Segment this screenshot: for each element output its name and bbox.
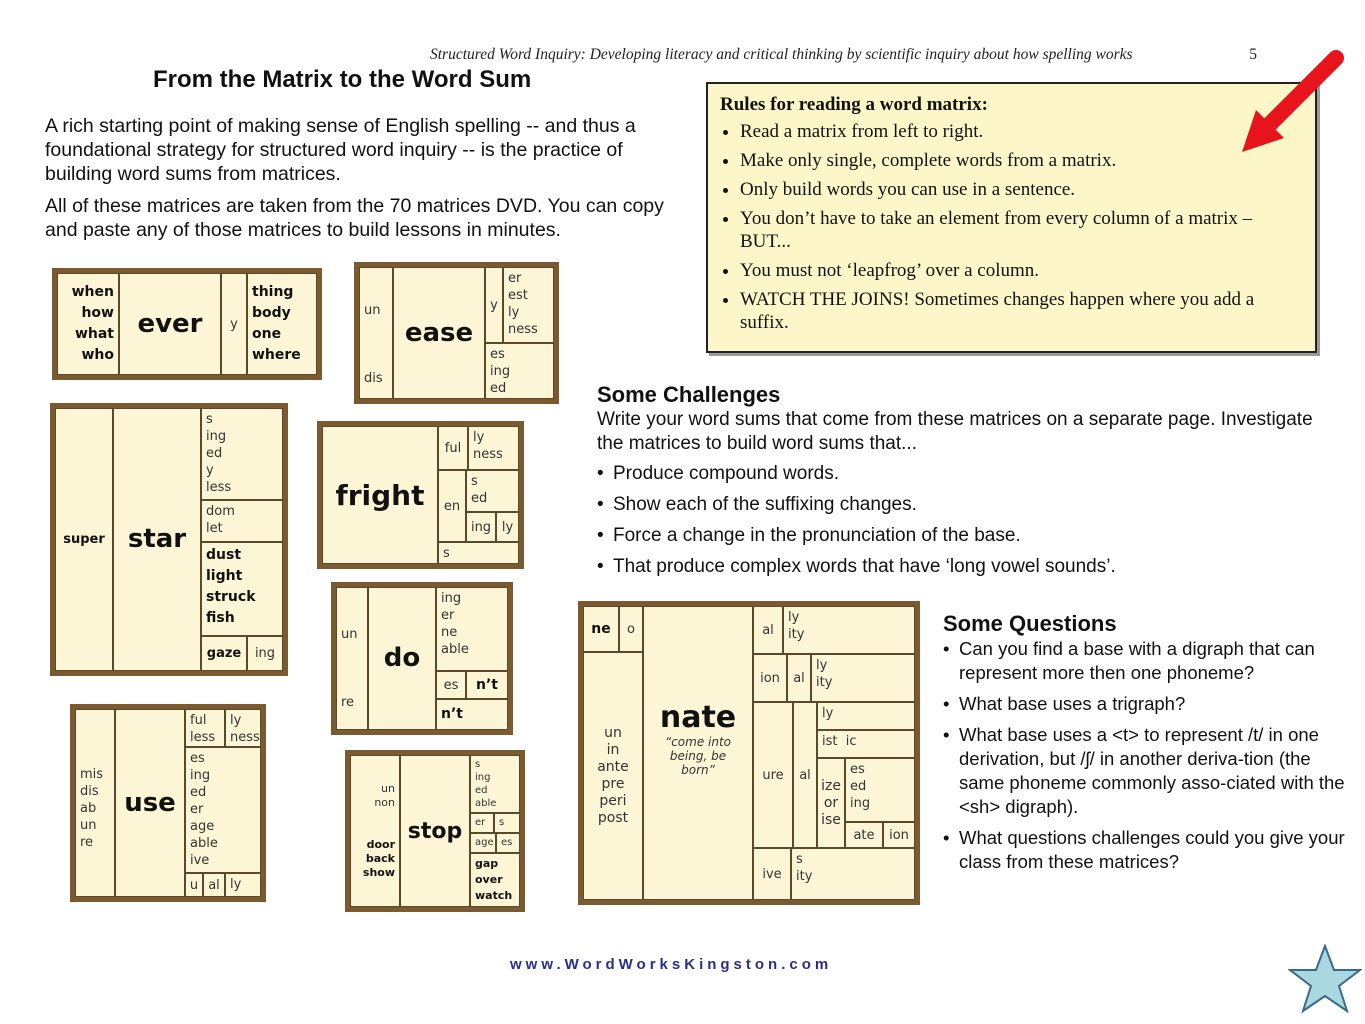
matrix-suffix-row — [817, 730, 915, 758]
matrix-suffixes: ing er ne able — [436, 587, 508, 671]
matrix-suffixes: s ed — [466, 470, 519, 512]
matrix-prefixes: when how what who — [57, 273, 119, 375]
matrix-suffixes: s ing ed able — [470, 755, 520, 813]
matrix-suffix: ic — [845, 734, 857, 749]
matrix-prefixes: un in ante pre peri post — [583, 652, 643, 900]
matrix-prefix: super — [55, 408, 113, 671]
challenges-section — [597, 382, 1317, 586]
matrix-suffix: s — [494, 813, 520, 833]
matrix-suffixes: ly ity — [783, 606, 915, 654]
matrix-prefixes: un non — [374, 782, 395, 809]
rule-item: • Make only single, complete words from a matrix. — [740, 149, 1303, 172]
running-title: Structured Word Inquiry: Developing literacy and critical thinking by scientific inquiry about how spelling works — [430, 46, 1133, 63]
matrix-ease — [354, 262, 559, 404]
matrix-suffix: es — [436, 671, 466, 699]
matrix-prefix: o — [619, 606, 643, 652]
matrix-suffixes: ful less — [185, 709, 225, 747]
page-number: 5 — [1249, 46, 1257, 63]
challenge-item: • Produce compound words. — [597, 462, 1317, 486]
challenges-list — [597, 462, 1317, 579]
matrix-suffixes: ly ness — [468, 426, 519, 470]
intro-paragraph-1: A rich starting point of making sense of English spelling -- and thus a foundational strategy for structured word inquiry -- is the practice of building word sums from matrices. — [45, 115, 636, 185]
challenges-heading: Some Challenges — [597, 382, 781, 407]
matrix-suffix: ion — [753, 654, 787, 702]
rule-item: • You must not ‘leapfrog’ over a column. — [740, 259, 1303, 282]
matrix-prefixes: un dis — [359, 267, 393, 399]
matrix-base: do — [368, 587, 436, 730]
questions-section — [943, 611, 1353, 881]
matrix-suffix: ion — [883, 822, 915, 848]
red-arrow-icon — [1236, 48, 1346, 158]
matrix-suffix: age — [470, 833, 496, 853]
matrix-suffix: ing — [247, 636, 283, 671]
matrix-suffixes: dust light struck fish — [201, 542, 283, 636]
matrix-prefixes: door back show — [362, 838, 395, 879]
matrix-suffix: s — [438, 542, 519, 564]
questions-heading: Some Questions — [943, 611, 1117, 636]
matrix-stop — [345, 750, 525, 912]
rules-box — [706, 82, 1317, 353]
star-icon[interactable] — [1288, 944, 1362, 1014]
question-item: • What base uses a trigraph? — [943, 692, 1353, 716]
matrix-suffixes: s ity — [791, 848, 915, 900]
matrix-suffix: ive — [753, 848, 791, 900]
matrix-suffixes: gap over watch — [470, 853, 520, 907]
matrix-suffix: al — [203, 873, 225, 897]
matrix-prefixes: mis dis ab un re — [75, 709, 115, 897]
challenges-intro: Write your word sums that come from these matrices on a separate page. Investigate the matrices to build word sums that... — [597, 409, 1313, 454]
matrix-suffix: ate — [845, 822, 883, 848]
matrix-suffix: al — [787, 654, 811, 702]
matrix-prefixes: un re — [336, 587, 368, 730]
intro-paragraph-2: All of these matrices are taken from the 70 matrices DVD. You can copy and paste any of those matrices to build lessons in minutes. — [45, 195, 664, 241]
matrix-suffixes: es ed ing — [845, 758, 915, 822]
matrix-suffix: y — [485, 267, 503, 343]
matrix-suffixes: s ing ed y less — [201, 408, 283, 500]
matrix-base: star — [113, 408, 201, 671]
rules-list — [708, 120, 1315, 334]
matrix-suffix: er — [470, 813, 494, 833]
matrix-fright — [317, 421, 524, 569]
matrix-suffix: ist — [822, 734, 838, 749]
matrix-suffix: ing — [466, 512, 496, 542]
question-item: • What base uses a <t> to represent /t/ in one derivation, but /ʃ/ in another deriva-tion (the same phoneme commonly asso-ciated with the <sh> digraph). — [943, 723, 1353, 819]
matrix-suffixes: es ing ed — [485, 343, 554, 399]
rule-item: • You don’t have to take an element from every column of a matrix – BUT... — [740, 207, 1303, 253]
matrix-suffixes: ize or ise — [817, 758, 845, 848]
matrix-suffix: ly — [817, 702, 915, 730]
matrix-suffix: ly — [496, 512, 519, 542]
matrix-suffix: u — [185, 873, 203, 897]
matrix-suffix: en — [438, 470, 466, 542]
matrix-suffix: es — [496, 833, 520, 853]
matrix-suffix: gaze — [201, 636, 247, 671]
matrix-base: use — [115, 709, 185, 897]
footer-url[interactable]: www.WordWorksKingston.com — [510, 956, 833, 973]
matrix-suffix: ful — [438, 426, 468, 470]
questions-list — [943, 637, 1353, 874]
matrix-suffix: y — [221, 273, 247, 375]
running-header — [430, 46, 1265, 64]
rules-heading: Rules for reading a word matrix: — [720, 94, 988, 115]
matrix-suffixes: thing body one where — [247, 273, 317, 375]
matrix-suffix: n’t — [466, 671, 508, 699]
challenge-item: • Show each of the suffixing changes. — [597, 493, 1317, 517]
rule-item: • Read a matrix from left to right. — [740, 120, 1303, 143]
matrix-do — [331, 582, 513, 735]
page-title: From the Matrix to the Word Sum — [153, 66, 532, 93]
rule-item: • Only build words you can use in a sentence. — [740, 178, 1303, 201]
matrix-suffixes: dom let — [201, 500, 283, 542]
matrix-prefix-column — [350, 755, 400, 907]
matrix-gloss: “come into being, be born” — [664, 735, 732, 777]
challenge-item: • That produce complex words that have ‘long vowel sounds’. — [597, 555, 1317, 579]
matrix-nate — [578, 601, 920, 905]
question-item: • What questions challenges could you give your class from these matrices? — [943, 826, 1353, 874]
question-item: • Can you find a base with a digraph that can represent more then one phoneme? — [943, 637, 1353, 685]
matrix-suffixes: es ing ed er age able ive — [185, 747, 261, 873]
matrix-use — [70, 704, 266, 902]
matrix-suffix: n’t — [436, 699, 508, 730]
matrix-base: stop — [400, 755, 470, 907]
matrix-suffix: ure — [753, 702, 793, 848]
challenge-item: • Force a change in the pronunciation of the base. — [597, 524, 1317, 548]
matrix-star — [50, 403, 288, 676]
matrix-base-cell — [643, 606, 753, 900]
matrix-suffixes: ly ness — [225, 709, 261, 747]
matrix-base: ever — [119, 273, 221, 375]
matrix-suffixes: ly ity — [811, 654, 915, 702]
matrix-ever — [52, 268, 322, 380]
rule-item: • WATCH THE JOINS! Sometimes changes happen where you add a suffix. — [740, 288, 1303, 334]
matrix-suffixes: er est ly ness — [503, 267, 554, 343]
matrix-suffix: al — [793, 702, 817, 848]
matrix-suffix: ly — [225, 873, 261, 897]
matrix-prefix: ne — [583, 606, 619, 652]
matrix-base: fright — [322, 426, 438, 564]
matrix-base: nate — [659, 700, 737, 735]
matrix-suffix: al — [753, 606, 783, 654]
matrix-base: ease — [393, 267, 485, 399]
